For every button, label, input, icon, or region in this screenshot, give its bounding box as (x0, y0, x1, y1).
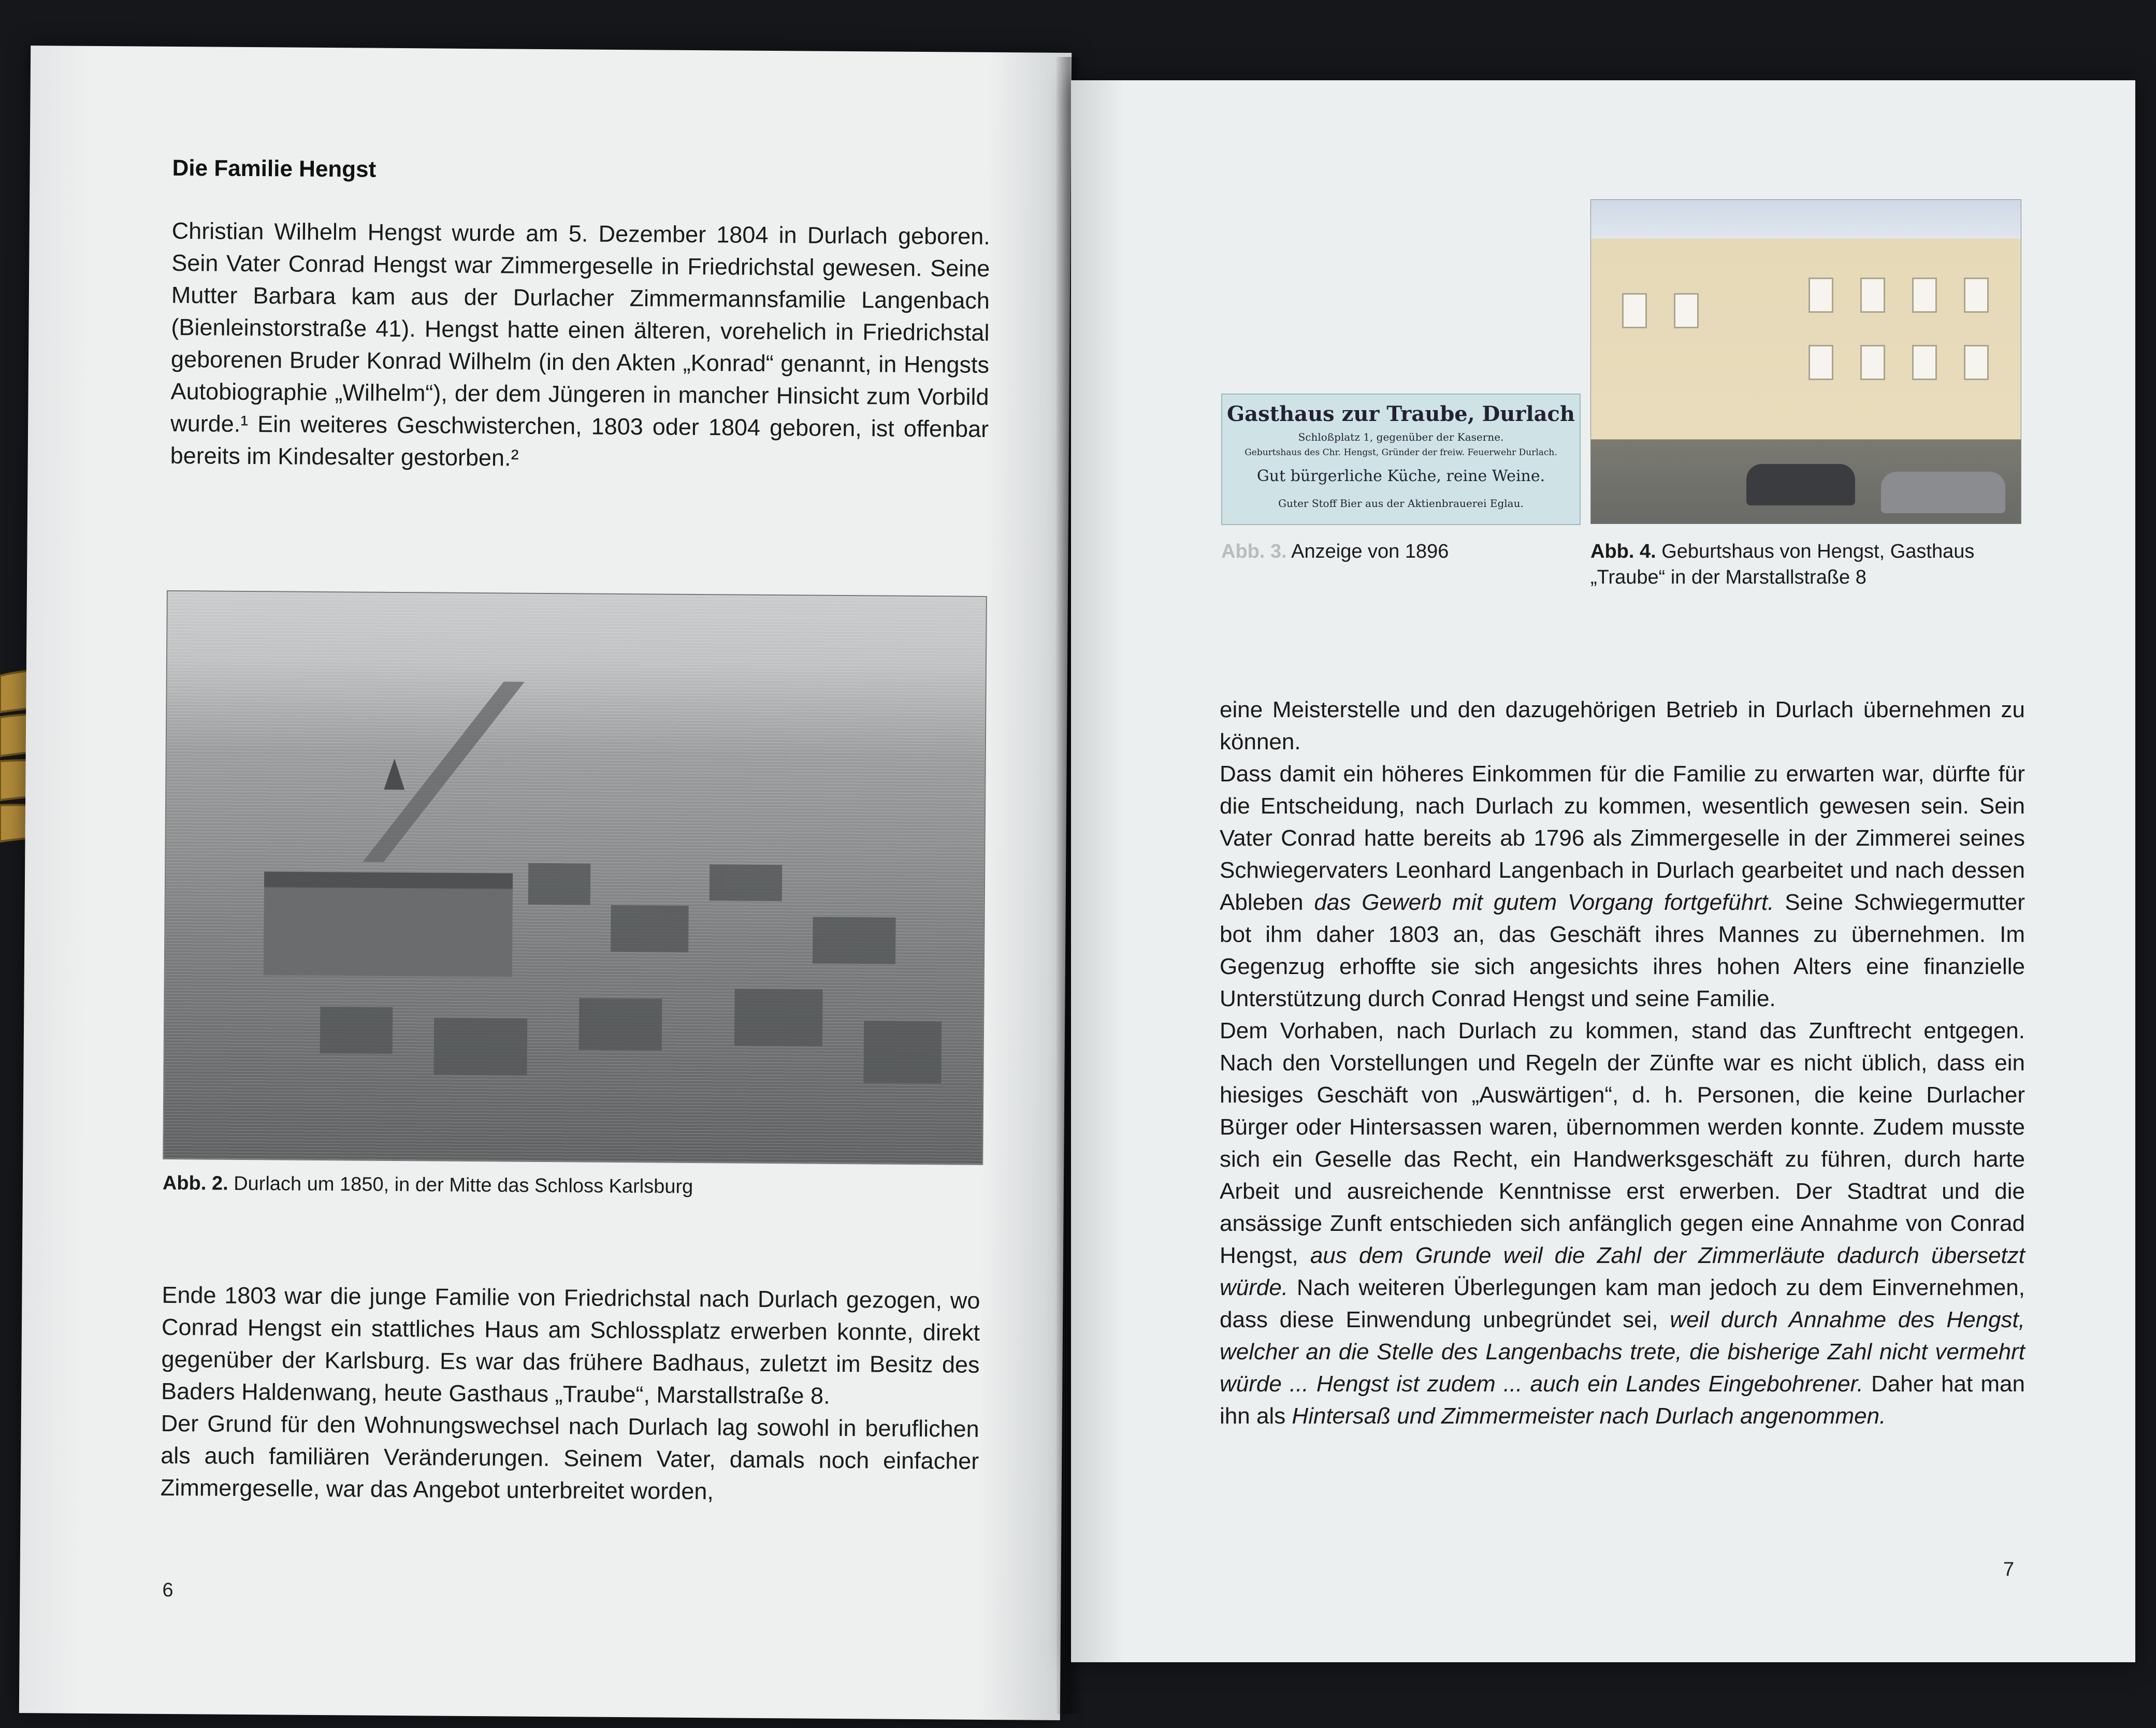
page-number-left: 6 (162, 1579, 173, 1602)
photo-window (1860, 345, 1885, 380)
right-paragraph-3c: Nach weiteren Überlegungen kam man jedoch zu dem Einvernehmen, dass diese Einwendung unbegründet sei, (1220, 1275, 2025, 1332)
figure-3-label: Abb. 3. (1221, 541, 1287, 562)
quote-gewerb: das Gewerb mit gutem Vorgang fortgeführt. (1314, 890, 1774, 915)
figure-2-text: Durlach um 1850, in der Mitte das Schloss Karlsburg (228, 1172, 693, 1198)
photo-window (1964, 278, 1989, 313)
left-page (19, 46, 1072, 1720)
figure-4-label: Abb. 4. (1590, 541, 1656, 562)
photo-window (1808, 278, 1833, 313)
figure-4-caption (1590, 539, 2025, 590)
photo-car (1746, 464, 1855, 505)
right-paragraph-2a: Dass damit ein höheres Einkommen für die Familie zu erwarten war, dürfte für die Entscheidung, nach Durlach zu kommen, wesentlich gewesen sein. Sein Vater Conrad hatte bereits ab 1796 als Zimmergeselle in der Zimmerei seines Schwiegervaters Leonhard Langenbach in Durlach gearbeitet und nach dessen Ableben (1220, 761, 2025, 915)
ad-line-2: Schloßplatz 1, gegenüber der Kaserne. (1298, 431, 1504, 443)
ad-line-1: Gasthaus zur Traube, Durlach (1227, 402, 1575, 426)
quote-annahme: weil durch Annahme des Hengst, welcher an die Stelle des Langenbachs trete, die bisherige Zahl nicht vermehrt würde ... Hengst ist zudem ... auch ein Landes Eingebohrener. (1220, 1307, 2025, 1397)
photo-window (1964, 345, 1989, 380)
left-paragraph-2: Ende 1803 war die junge Familie von Friedrichstal nach Durlach gezogen, wo Conrad Hengst ein stattliches Haus am Schlossplatz erwerben konnte, direkt gegenüber der Karlsburg. Es war das frühere Badhaus, zuletzt im Besitz des Baders Haldenwang, heute Gasthaus „Traube“, Marstallstraße 8. (161, 1281, 980, 1409)
right-paragraph-2 (1220, 758, 2025, 1015)
ad-line-3: Geburtshaus des Chr. Hengst, Gründer der freiw. Feuerwehr Durlach. (1245, 447, 1557, 458)
right-paragraph-1: eine Meisterstelle und den dazugehörigen Betrieb in Durlach übernehmen zu können. (1220, 697, 2025, 754)
right-paragraph-3a: Dem Vorhaben, nach Durlach zu kommen, stand das Zunftrecht entgegen. Nach den Vorstellungen und Regeln der Zünfte war es nicht üblich, dass ein hiesiges Geschäft von „Auswärtigen“, d. h. Personen, die keine Durlacher Bürger oder Hintersassen waren, übernommen werden konnte. Zudem musste sich ein Geselle das Recht, ein Handwerksgeschäft zu führen, durch harte Arbeit und ausreichende Kenntnisse erst erwerben. Der Stadtrat und die ansässige Zunft entschieden sich anfänglich gegen eine Annahme von Conrad Hengst, (1220, 1018, 2025, 1268)
traube-building-photo (1590, 199, 2021, 524)
figure-4-text: Geburtshaus von Hengst, Gasthaus „Traube“ in der Marstallstraße 8 (1590, 541, 1975, 588)
right-body-text (1220, 694, 2025, 1432)
photo-window (1912, 278, 1937, 313)
figure-2-label: Abb. 2. (162, 1172, 228, 1195)
photo-window (1808, 345, 1833, 380)
ad-line-4: Gut bürgerliche Küche, reine Weine. (1256, 467, 1545, 485)
traube-advertisement-figure (1221, 394, 1581, 525)
durlach-engraving-figure (163, 590, 987, 1165)
right-paragraph-2c: Seine Schwiegermutter bot ihm daher 1803 an, das Geschäft ihres Mannes zu übernehmen. Im Gegenzug erhoffte sie sich angesichts ihres hohen Alters eine finanzielle Unterstützung durch Conrad Hengst und seine Familie. (1220, 890, 2025, 1011)
photo-window (1860, 278, 1885, 313)
figure-2-caption (163, 1170, 981, 1202)
photo-window (1674, 293, 1699, 328)
left-paragraph-1: Christian Wilhelm Hengst wurde am 5. Dezember 1804 in Durlach geboren. Sein Vater Conrad Hengst war Zimmergeselle in Friedrichstal gewesen. Seine Mutter Barbara kam aus der Durlacher Zimmermannsfamilie Langenbach (Bienleinstorstraße 41). Hengst hatte einen älteren, vorehelich in Friedrichstal geborenen Bruder Konrad Wilhelm (in den Akten „Konrad“ genannt, in Hengsts Autobiographie „Wilhelm“), der dem Jüngeren in mancher Hinsicht zum Vorbild wurde.¹ Ein weiteres Geschwisterchen, 1803 oder 1804 geboren, ist offenbar bereits im Kindesalter gestorben.² (170, 217, 990, 471)
section-heading: Die Familie Hengst (172, 155, 377, 182)
figure-3-caption (1221, 539, 1584, 564)
quote-hintersass: Hintersaß und Zimmermeister nach Durlach angenommen. (1292, 1403, 1886, 1429)
photo-car (1881, 472, 2005, 513)
photo-window (1622, 293, 1647, 328)
figure-3-text: Anzeige von 1896 (1286, 541, 1449, 562)
page-number-right: 7 (2003, 1559, 2015, 1580)
photo-window (1912, 345, 1937, 380)
right-paragraph-3 (1220, 1015, 2025, 1432)
left-paragraphs-bottom (161, 1279, 980, 1509)
right-paragraph-3e: Daher hat man ihn als (1220, 1371, 2025, 1429)
left-paragraph-3: Der Grund für den Wohnungswechsel nach Durlach lag sowohl in beruflichen als auch familiären Veränderungen. Seinem Vater, damals noch einfacher Zimmergeselle, war das Angebot unterbreitet worden, (160, 1410, 979, 1505)
ad-line-5: Guter Stoff Bier aus der Aktienbrauerei Eglau. (1278, 497, 1524, 510)
right-page (1071, 80, 2135, 1662)
quote-zimmerlaeute: aus dem Grunde weil die Zahl der Zimmerläute dadurch übersetzt würde. (1220, 1243, 2025, 1300)
